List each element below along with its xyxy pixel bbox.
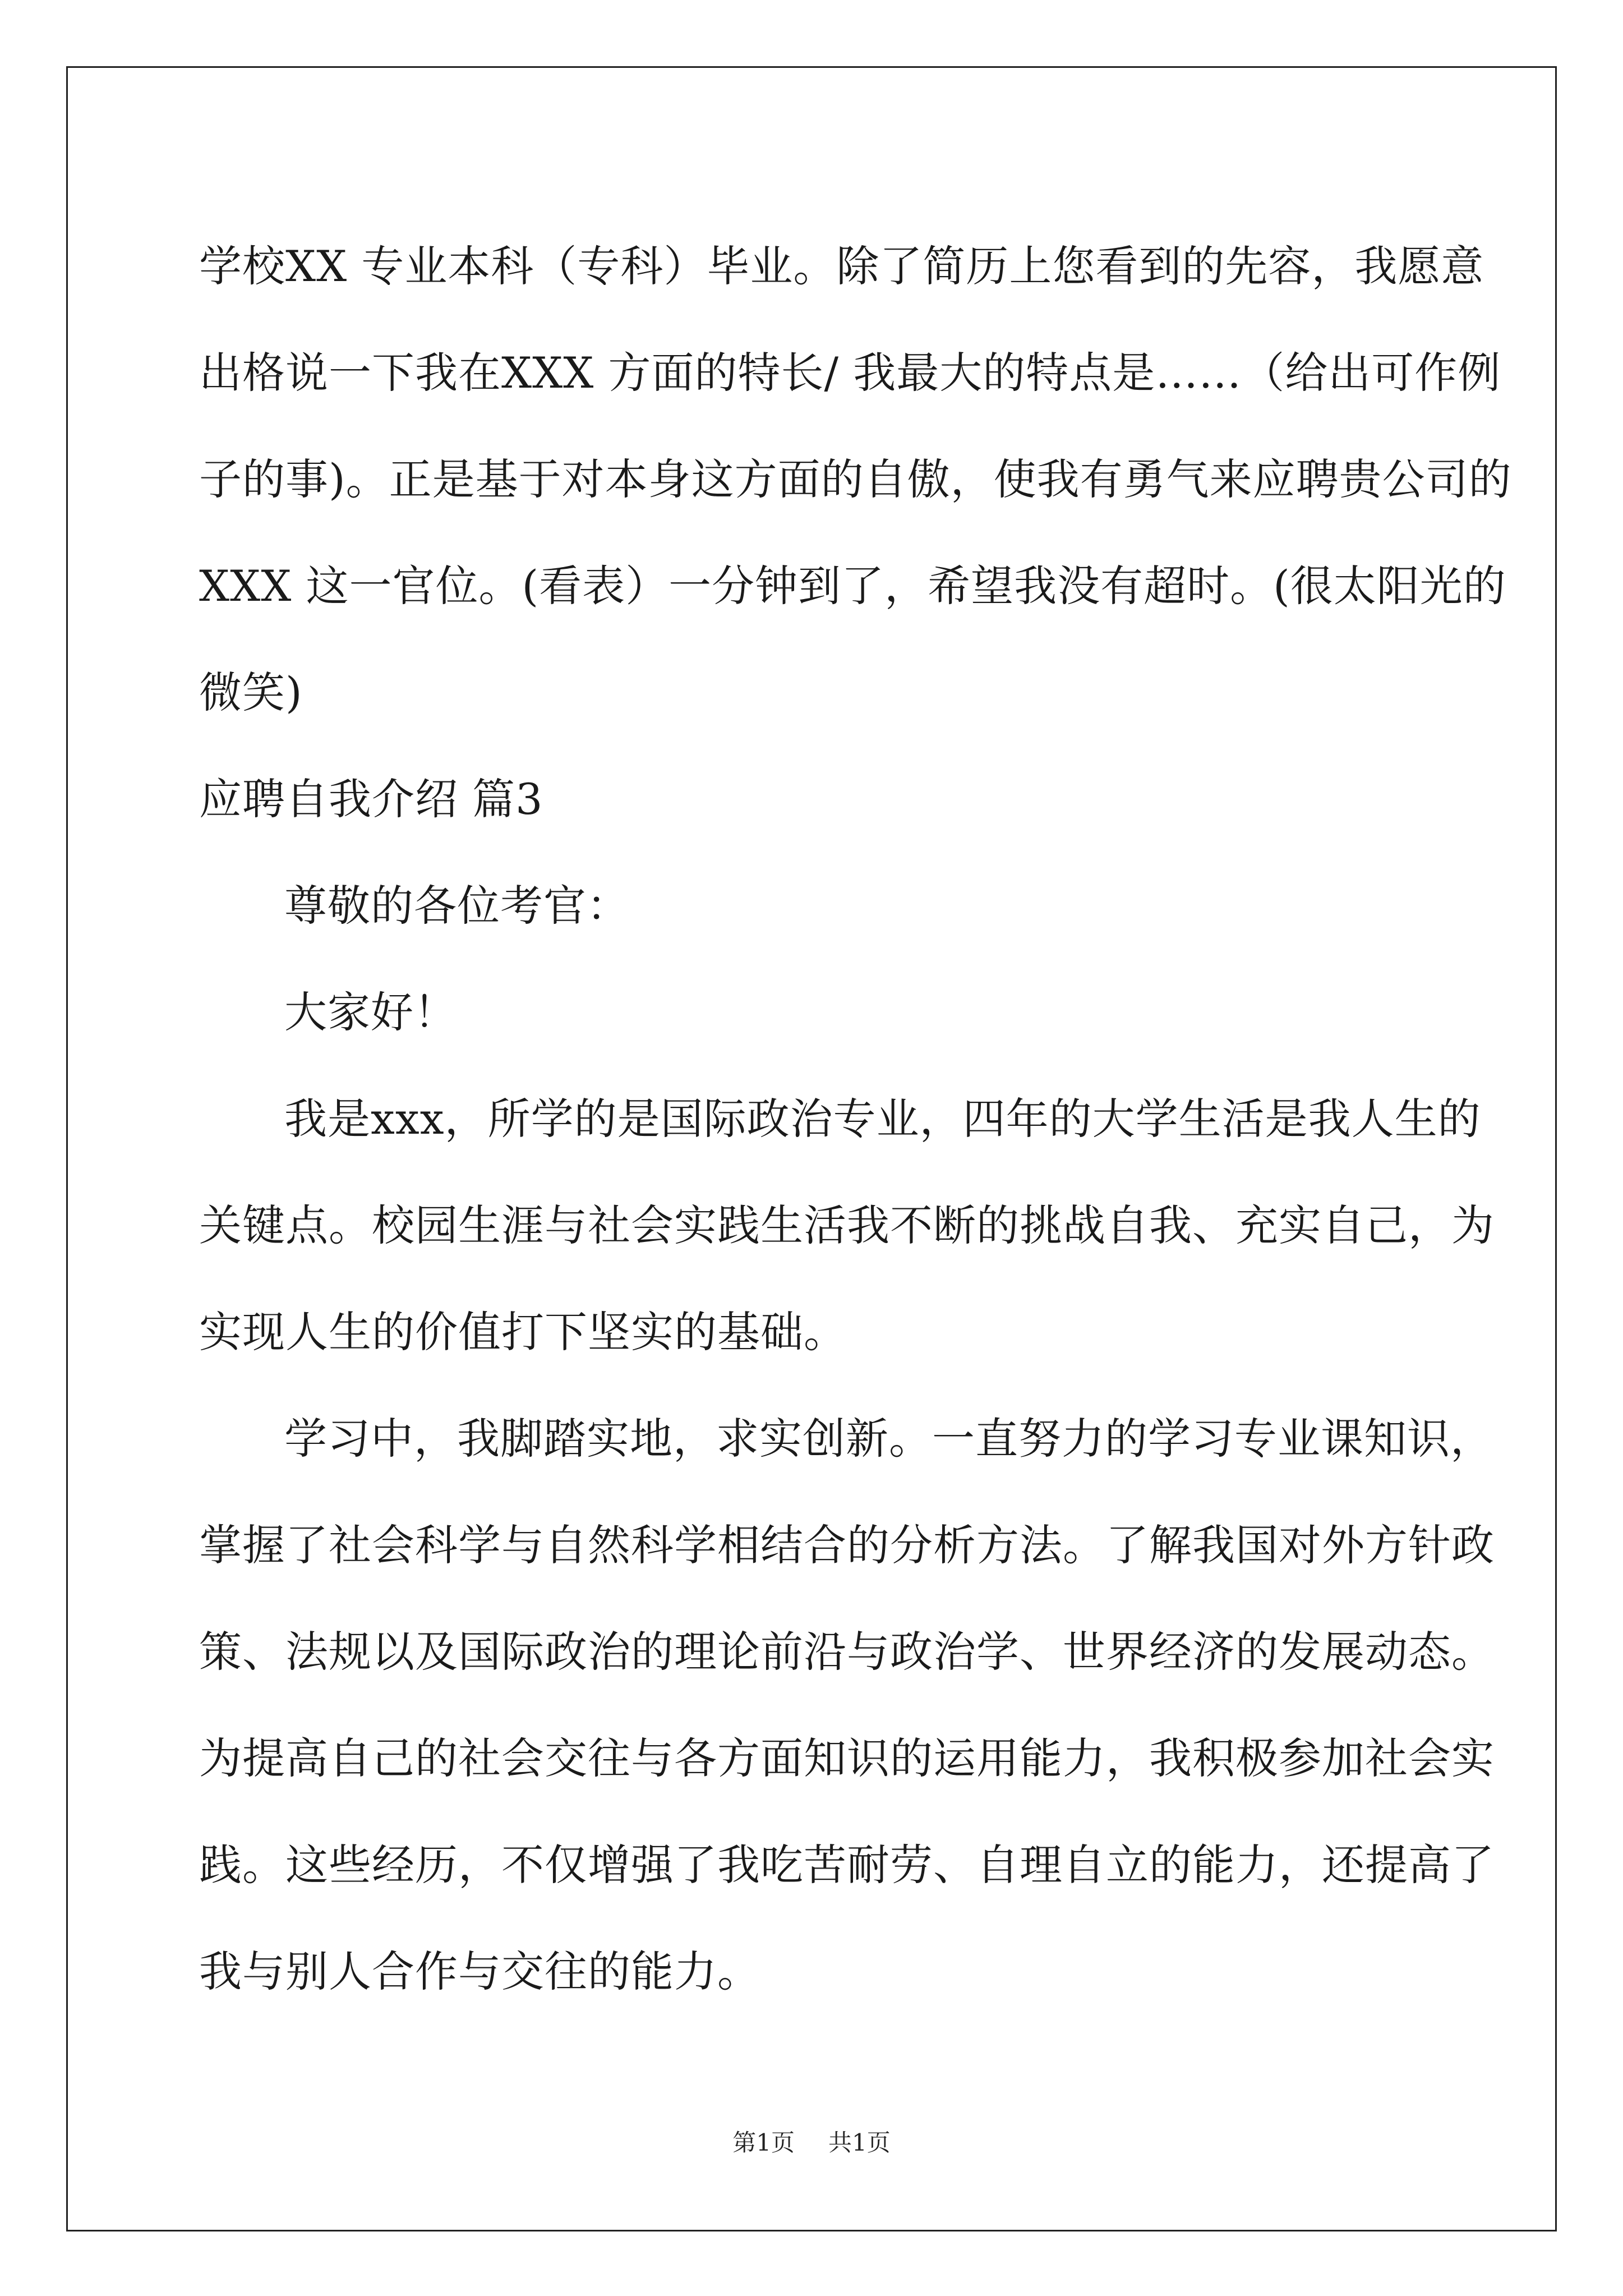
text-line: 学校XX 专业本科（专科）毕业。除了简历上您看到的先容，我愿意 [199, 241, 1484, 291]
text-line: 尊敬的各位考官： [284, 881, 630, 931]
text-line: 掌握了社会科学与自然科学相结合的分析方法。了解我国对外方针政 [199, 1520, 1495, 1570]
document-body [199, 213, 1512, 2025]
page-number: 第1页 [732, 2129, 795, 2156]
page-footer [0, 2126, 1623, 2160]
text-line: 策、法规以及国际政治的理论前沿与政治学、世界经济的发展动态。 [199, 1627, 1495, 1677]
text-line: 关键点。校园生涯与社会实践生活我不断的挑战自我、充实自己，为 [199, 1200, 1495, 1250]
text-line: 我与别人合作与交往的能力。 [199, 1947, 760, 1996]
text-line: 出格说一下我在XXX 方面的特长/ 我最大的特点是……（给出可作例 [199, 348, 1501, 398]
text-line: 大家好！ [284, 987, 457, 1037]
text-line: XXX 这一官位。(看表）一分钟到了，希望我没有超时。(很太阳光的 [199, 561, 1506, 611]
text-line: 我是xxx，所学的是国际政治专业，四年的大学生活是我人生的 [284, 1094, 1481, 1144]
text-line: 为提高自己的社会交往与各方面知识的运用能力，我积极参加社会实 [199, 1733, 1495, 1783]
text-line: 子的事)。正是基于对本身这方面的自傲，使我有勇气来应聘贵公司的 [199, 454, 1512, 504]
text-line: 学习中，我脚踏实地，求实创新。一直努力的学习专业课知识， [284, 1414, 1493, 1464]
page-total: 共1页 [828, 2129, 891, 2156]
text-line: 微笑) [199, 668, 303, 717]
text-line: 应聘自我介绍 篇3 [199, 774, 543, 824]
text-line: 实现人生的价值打下坚实的基础。 [199, 1307, 847, 1357]
text-line: 践。这些经历，不仅增强了我吃苦耐劳、自理自立的能力，还提高了 [199, 1840, 1495, 1890]
